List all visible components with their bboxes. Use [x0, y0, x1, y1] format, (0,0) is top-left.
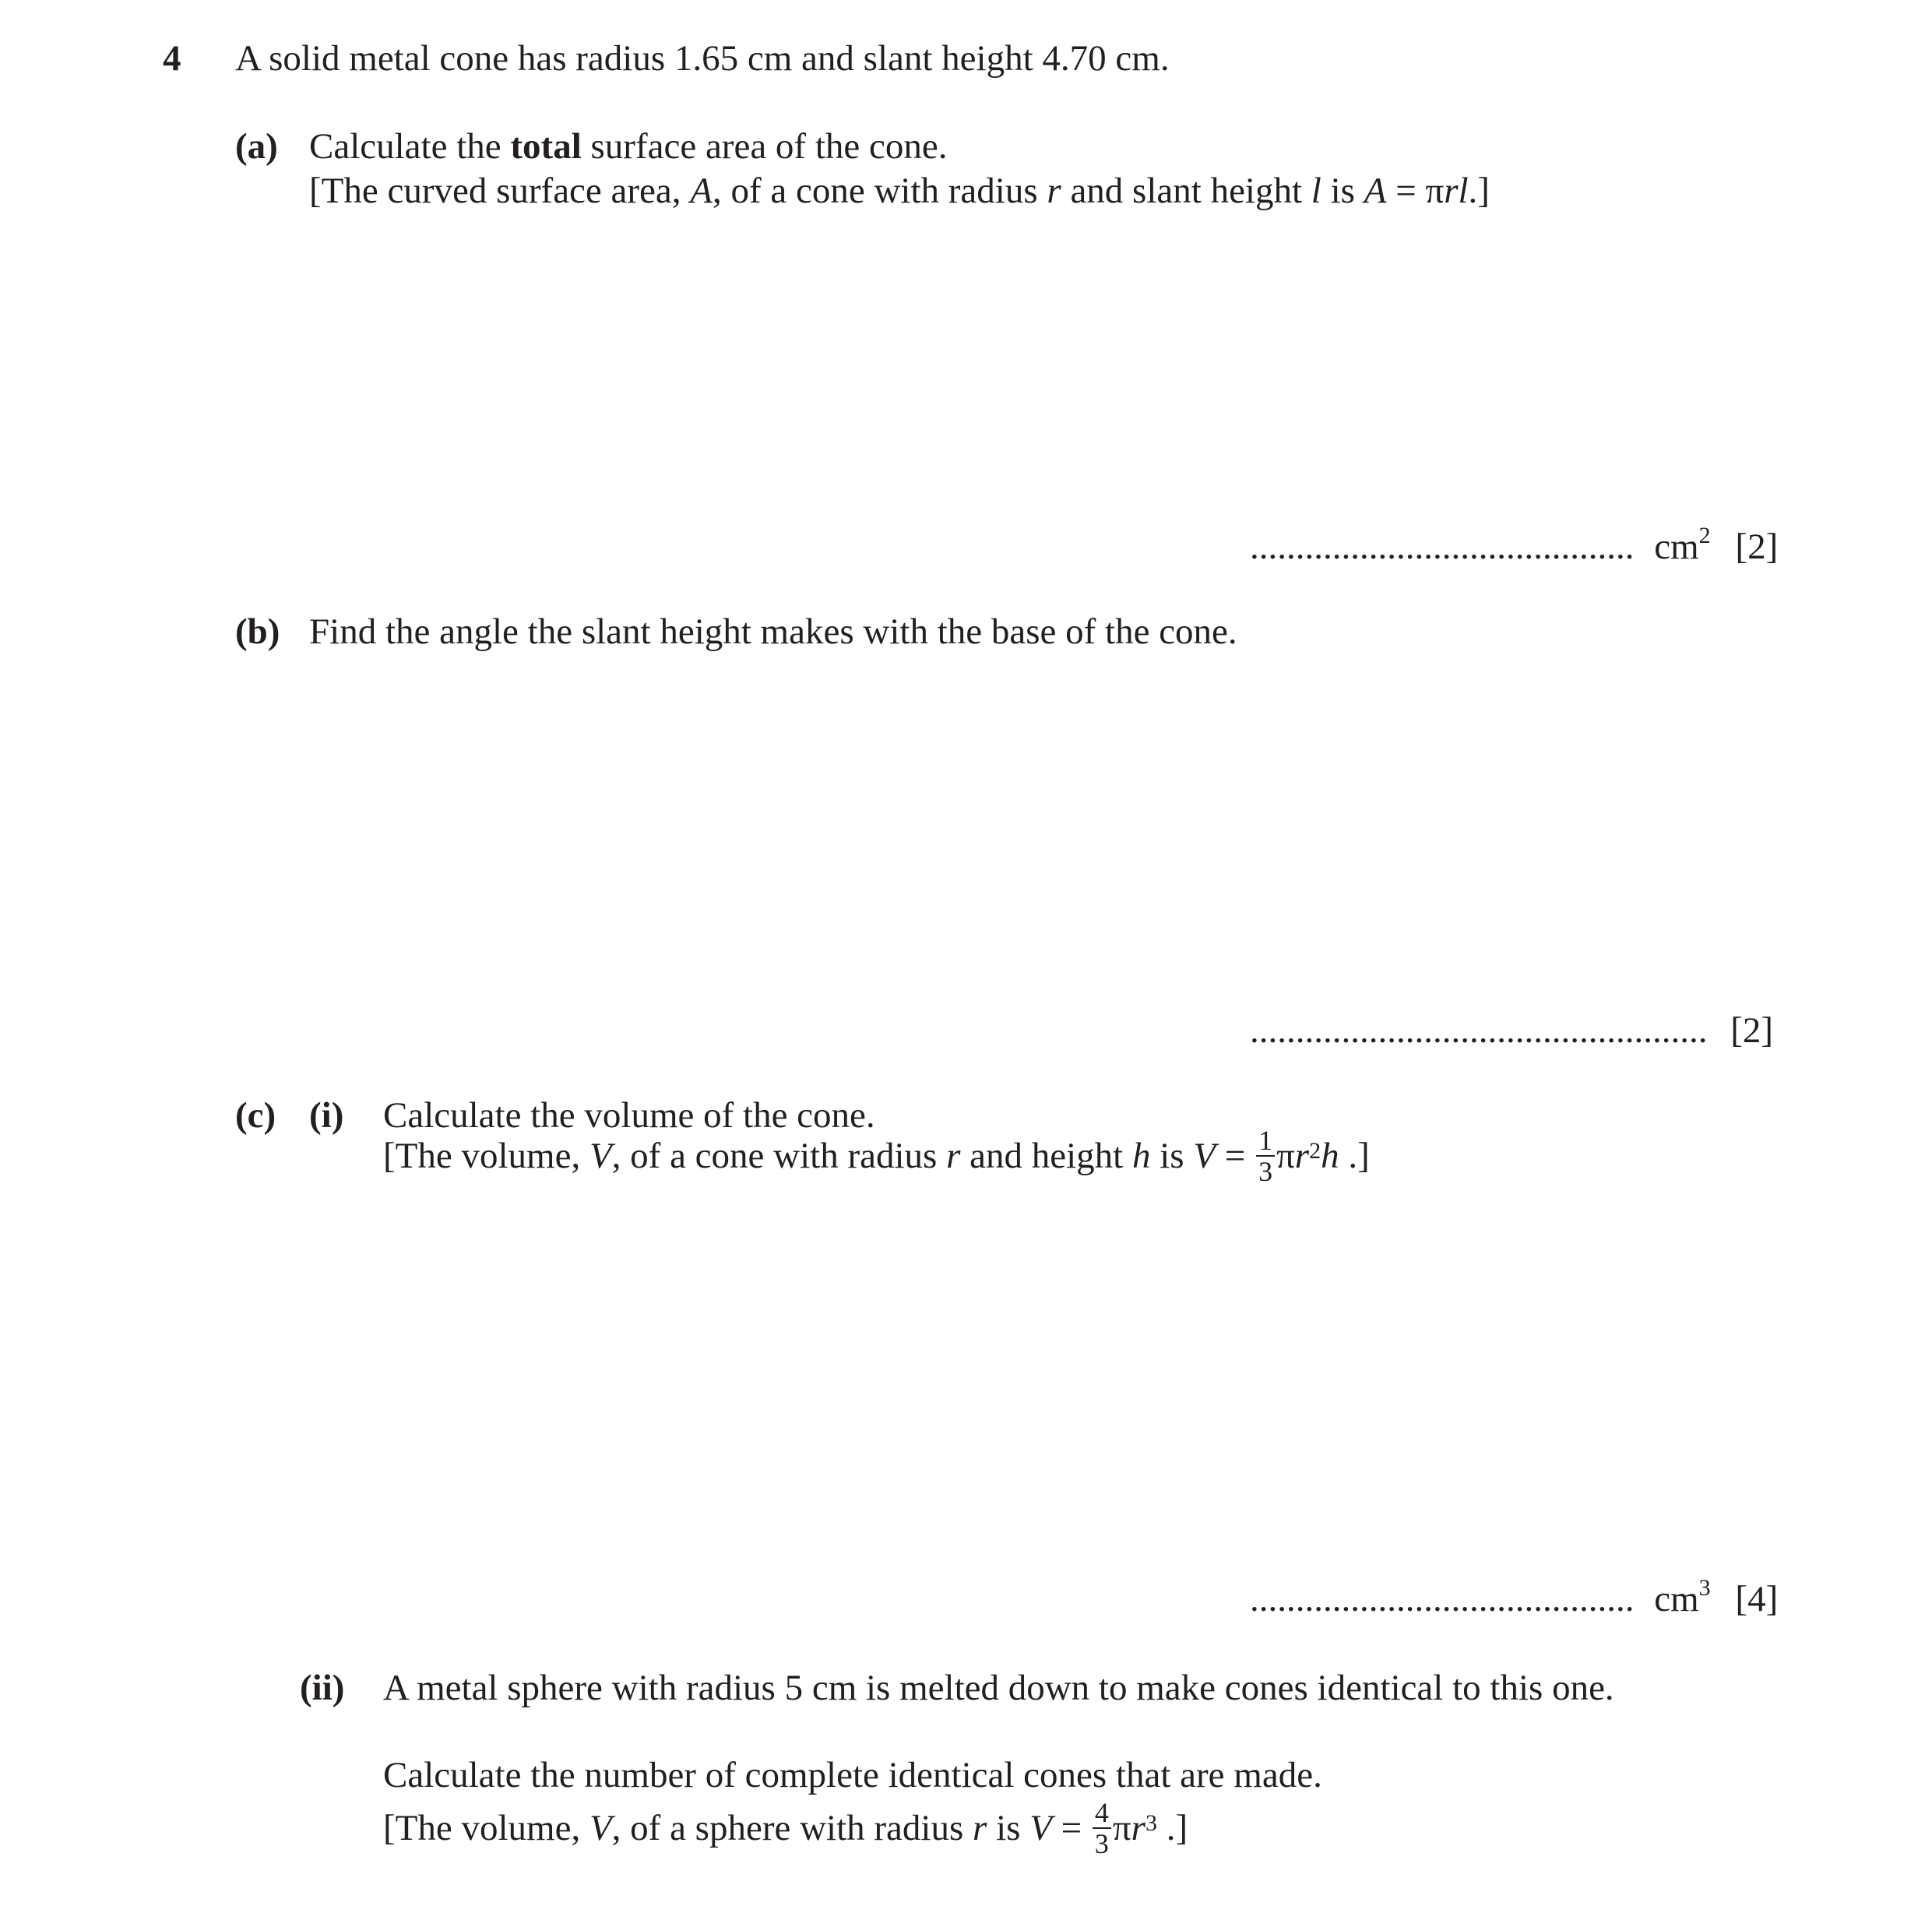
answer-dots: .......................................... [1250, 1579, 1635, 1619]
part-b-answer-line[interactable] [1250, 1010, 1774, 1051]
part-c-i-answer-line[interactable] [1250, 1575, 1779, 1619]
formula-var-h: h [1321, 1136, 1339, 1176]
hint-var-l: l [1311, 171, 1321, 211]
marks-label: [2] [1735, 527, 1779, 567]
hint-text: [The volume, [383, 1808, 589, 1848]
fraction-denominator: 3 [1258, 1156, 1273, 1188]
hint-end: .] [1468, 171, 1490, 211]
hint-text: , of a sphere with radius [611, 1808, 973, 1848]
formula-var-A: A [1364, 171, 1387, 211]
hint-var-A: A [690, 171, 713, 211]
fraction-denominator: 3 [1094, 1828, 1109, 1860]
part-a-label: (a) [235, 126, 278, 167]
part-a-text-before: Calculate the [309, 126, 511, 167]
formula-equals: = [1051, 1808, 1091, 1848]
fraction-numerator: 1 [1256, 1126, 1275, 1157]
answer-unit: cm [1654, 1579, 1699, 1619]
formula-var-V: V [1029, 1808, 1052, 1848]
answer-unit: cm [1654, 527, 1699, 567]
formula-var-V: V [1193, 1136, 1216, 1176]
answer-unit-power: 3 [1698, 1575, 1711, 1601]
hint-text: [The curved surface area, [309, 171, 691, 211]
part-c-label: (c) [235, 1095, 276, 1136]
part-c-ii-hint [383, 1797, 1188, 1861]
part-c-i-question: Calculate the volume of the cone. [383, 1095, 875, 1136]
formula-equals-pi: = π [1386, 171, 1445, 211]
part-a-text-bold: total [510, 126, 582, 167]
formula-pi: π [1112, 1808, 1131, 1848]
marks-label: [2] [1730, 1010, 1774, 1051]
formula-var-r: r [1294, 1136, 1310, 1176]
part-c-ii-question: A metal sphere with radius 5 cm is melted down to make cones identical to this one. [383, 1668, 1614, 1708]
formula-power: 3 [1145, 1810, 1157, 1836]
hint-var-r: r [946, 1136, 961, 1176]
hint-end: .] [1156, 1808, 1188, 1848]
hint-var-V: V [589, 1808, 612, 1848]
formula-var-rl: rl [1444, 171, 1469, 211]
part-c-ii-question-2: Calculate the number of complete identical cones that are made. [383, 1755, 1322, 1795]
part-a-hint [309, 173, 1490, 210]
hint-text: , of a cone with radius [611, 1136, 947, 1176]
formula-equals: = [1216, 1136, 1255, 1176]
question-number: 4 [163, 38, 181, 79]
part-c-i-hint [383, 1125, 1370, 1189]
hint-var-V: V [589, 1136, 612, 1176]
hint-text: and height [960, 1136, 1132, 1176]
hint-var-h: h [1131, 1136, 1151, 1176]
part-c-i-label: (i) [309, 1095, 344, 1136]
answer-dots: .................................................. [1250, 1010, 1708, 1051]
fraction-four-thirds [1093, 1799, 1111, 1858]
answer-unit-power: 2 [1698, 523, 1711, 548]
hint-text: and slant height [1061, 171, 1311, 211]
answer-dots: .......................................... [1250, 527, 1635, 567]
marks-label: [4] [1735, 1579, 1779, 1619]
part-b-label: (b) [235, 611, 280, 652]
formula-var-r: r [1131, 1808, 1145, 1848]
hint-var-r: r [1047, 171, 1061, 211]
hint-text: [The volume, [383, 1136, 589, 1176]
question-stem: A solid metal cone has radius 1.65 cm and slant height 4.70 cm. [235, 38, 1170, 79]
formula-power: 2 [1309, 1138, 1321, 1164]
part-b-question: Find the angle the slant height makes with the base of the cone. [309, 611, 1237, 652]
hint-end: .] [1339, 1136, 1370, 1176]
hint-text: is [987, 1808, 1030, 1848]
hint-var-r: r [973, 1808, 987, 1848]
part-a-question [309, 126, 948, 167]
hint-text: is [1321, 171, 1364, 211]
hint-text: is [1150, 1136, 1194, 1176]
part-a-answer-line[interactable] [1250, 523, 1779, 567]
fraction-one-third [1256, 1126, 1275, 1186]
hint-text: , of a cone with radius [712, 171, 1047, 211]
part-c-ii-label: (ii) [300, 1668, 345, 1708]
formula-pi: π [1276, 1136, 1295, 1176]
fraction-numerator: 4 [1093, 1799, 1111, 1829]
part-a-text-after: surface area of the cone. [581, 126, 948, 167]
